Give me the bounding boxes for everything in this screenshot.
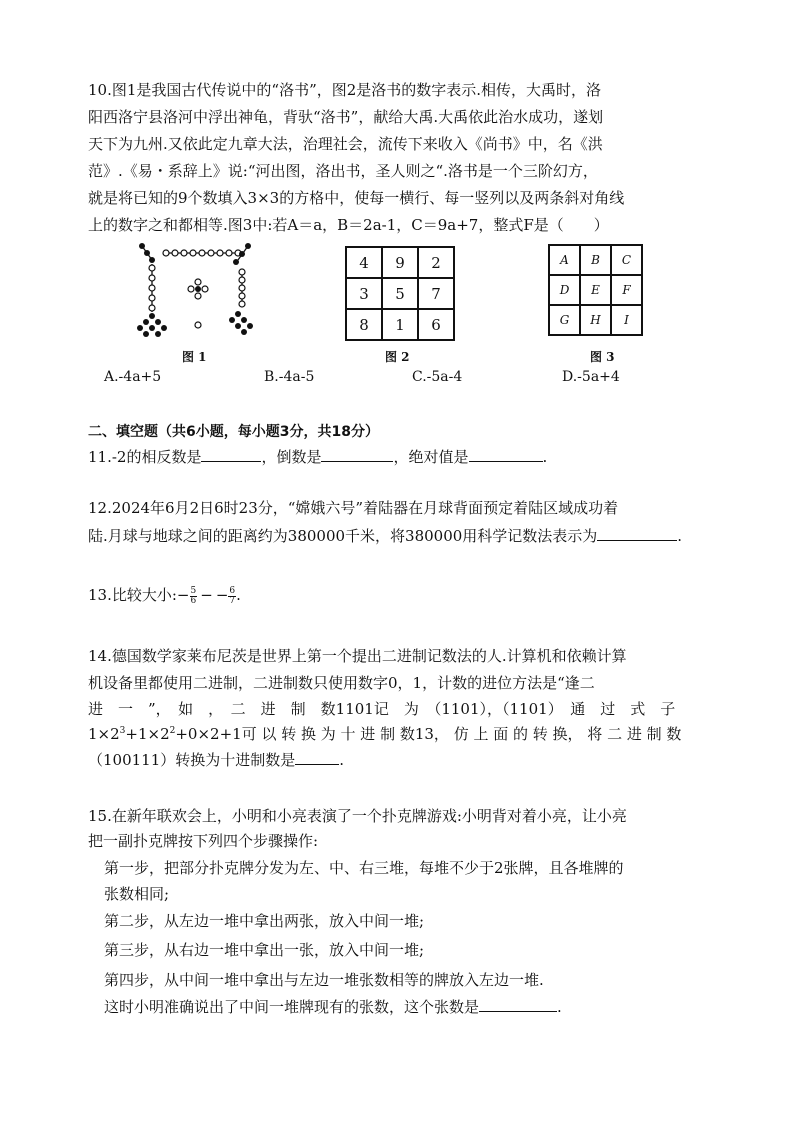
q15-step-2: 第二步，从左边一堆中拿出两张，放入中间一堆; [104, 912, 425, 930]
q13-fraction-a [190, 587, 198, 606]
fig3-cell: E [580, 275, 611, 305]
fig3-cell: G [549, 305, 580, 335]
q12-text: 陆.月球与地球之间的距离约为380000千米，将380000用科学记数法表示为 [88, 527, 598, 545]
q14-line-5 [88, 750, 344, 770]
q15-step-3: 第三步，从右边一堆中拿出一张，放入中间一堆; [104, 941, 425, 959]
q14-expr-b: +1×2 [125, 725, 170, 743]
q14-expr-a: 1×2 [88, 725, 120, 743]
q13-sign-a: − [176, 586, 190, 604]
q15-last [104, 997, 562, 1017]
q12-end: . [677, 527, 683, 545]
q11-part-1: 11.-2的相反数是 [88, 448, 202, 466]
luoshu-figure [132, 242, 262, 342]
magic-square-numbers [345, 246, 455, 341]
q11-part-2: ，倒数是 [261, 448, 322, 466]
q13-compare-blank[interactable]: − [200, 586, 213, 604]
q11-part-3: ，绝对值是 [393, 448, 469, 466]
q12-line-1: 12.2024年6月2日6时23分，“嫦娥六号”着陆器在月球背面预定着陆区域成功着 [88, 499, 619, 517]
q14-line-1: 14.德国数学家莱布尼茨是世界上第一个提出二进制记数法的人.计算机和依赖计算 [88, 647, 627, 665]
q13 [88, 585, 241, 606]
q14-end: . [339, 751, 345, 769]
q10-line-1: 10.图1是我国古代传说中的“洛书”，图2是洛书的数字表示.相传，大禹时，洛 [88, 81, 602, 99]
q14-blank[interactable] [295, 750, 339, 765]
q10-line-6: 上的数字之和都相等.图3中:若A＝a，B＝2a-1，C＝9a+7，整式F是（ ） [88, 216, 609, 234]
fig3-cell: H [580, 305, 611, 335]
q13-prefix: 13.比较大小: [88, 586, 177, 604]
q15-text: 这时小明准确说出了中间一堆牌现有的张数，这个张数是 [104, 998, 480, 1016]
q15-end: . [557, 998, 562, 1016]
q14-exp-2: 2 [169, 726, 176, 736]
q13-fraction-b [228, 587, 236, 606]
q13-a-num: 5 [190, 585, 197, 596]
q12-line-2 [88, 526, 682, 546]
q13-sign-b: − [215, 586, 229, 604]
q15-step-1b: 张数相同; [104, 885, 170, 903]
q11 [88, 447, 547, 467]
fig2-cell: 4 [346, 247, 382, 278]
q11-blank-reciprocal[interactable] [321, 447, 393, 462]
q14-line-3: 进 一 ”， 如 ， 二 进 制 数1101记 为 （1101），（1101） 通 过 式 子 [88, 700, 676, 718]
fig2-cell: 8 [346, 309, 382, 340]
q15-blank[interactable] [479, 997, 557, 1012]
fig2-caption: 图 2 [385, 350, 410, 364]
fig3-cell: B [580, 245, 611, 275]
fig3-caption: 图 3 [590, 350, 615, 364]
q11-blank-absolute[interactable] [469, 447, 543, 462]
q13-end: . [236, 586, 241, 604]
fig2-cell: 3 [346, 278, 382, 309]
q14-line-4 [88, 724, 681, 744]
q14-text: （100111）转换为十进制数是 [88, 751, 296, 769]
fig3-cell: A [549, 245, 580, 275]
section-title: 二、填空题（共6小题，每小题3分，共18分） [88, 424, 379, 440]
q10-line-4: 范》.《易・系辞上》说:“河出图，洛出书，圣人则之“.洛书是一个三阶幻方， [88, 162, 598, 180]
magic-square-letters [548, 244, 643, 336]
fig2-cell: 7 [418, 278, 454, 309]
q13-a-den: 6 [190, 595, 197, 606]
q14-exp-3: 3 [119, 726, 126, 736]
fig2-cell: 6 [418, 309, 454, 340]
fig2-cell: 2 [418, 247, 454, 278]
option-d[interactable]: D.-5a+4 [562, 369, 620, 385]
fig2-cell: 1 [382, 309, 418, 340]
option-a[interactable]: A.-4a+5 [104, 369, 162, 385]
q12-blank[interactable] [597, 526, 677, 541]
q14-expr-c: +0×2+1可 以 转 换 为 十 进 制 数13， 仿 上 面 的 转 换， 将 二 进 制 数 [175, 725, 682, 743]
q14-line-2: 机设备里都使用二进制，二进制数只使用数字0，1，计数的进位方法是“逢二 [88, 674, 595, 692]
fig3-cell: F [611, 275, 642, 305]
q11-end: . [542, 448, 548, 466]
q11-blank-opposite[interactable] [201, 447, 261, 462]
fig1-caption: 图 1 [182, 350, 207, 364]
q15-step-1a: 第一步，把部分扑克牌分发为左、中、右三堆，每堆不少于2张牌，且各堆牌的 [104, 859, 624, 877]
q15-line-1: 15.在新年联欢会上，小明和小亮表演了一个扑克牌游戏:小明背对着小亮，让小亮 [88, 807, 627, 825]
q10-line-2: 阳西洛宁县洛河中浮出神龟，背驮“洛书”，献给大禹.大禹依此治水成功，遂划 [88, 108, 604, 126]
option-b[interactable]: B.-4a-5 [264, 369, 315, 385]
q10-line-3: 天下为九州.又依此定九章大法，治理社会，流传下来收入《尚书》中，名《洪 [88, 135, 603, 153]
q15-line-2: 把一副扑克牌按下列四个步骤操作: [88, 832, 319, 850]
fig3-cell: D [549, 275, 580, 305]
q13-b-den: 7 [229, 595, 236, 606]
fig3-cell: I [611, 305, 642, 335]
fig2-cell: 9 [382, 247, 418, 278]
q10-line-5: 就是将已知的9个数填入3×3的方格中，使每一横行、每一竖列以及两条斜对角线 [88, 189, 625, 207]
q15-step-4: 第四步，从中间一堆中拿出与左边一堆张数相等的牌放入左边一堆. [104, 971, 544, 989]
fig3-cell: C [611, 245, 642, 275]
fig2-cell: 5 [382, 278, 418, 309]
option-c[interactable]: C.-5a-4 [412, 369, 463, 385]
q13-b-num: 6 [229, 585, 236, 596]
